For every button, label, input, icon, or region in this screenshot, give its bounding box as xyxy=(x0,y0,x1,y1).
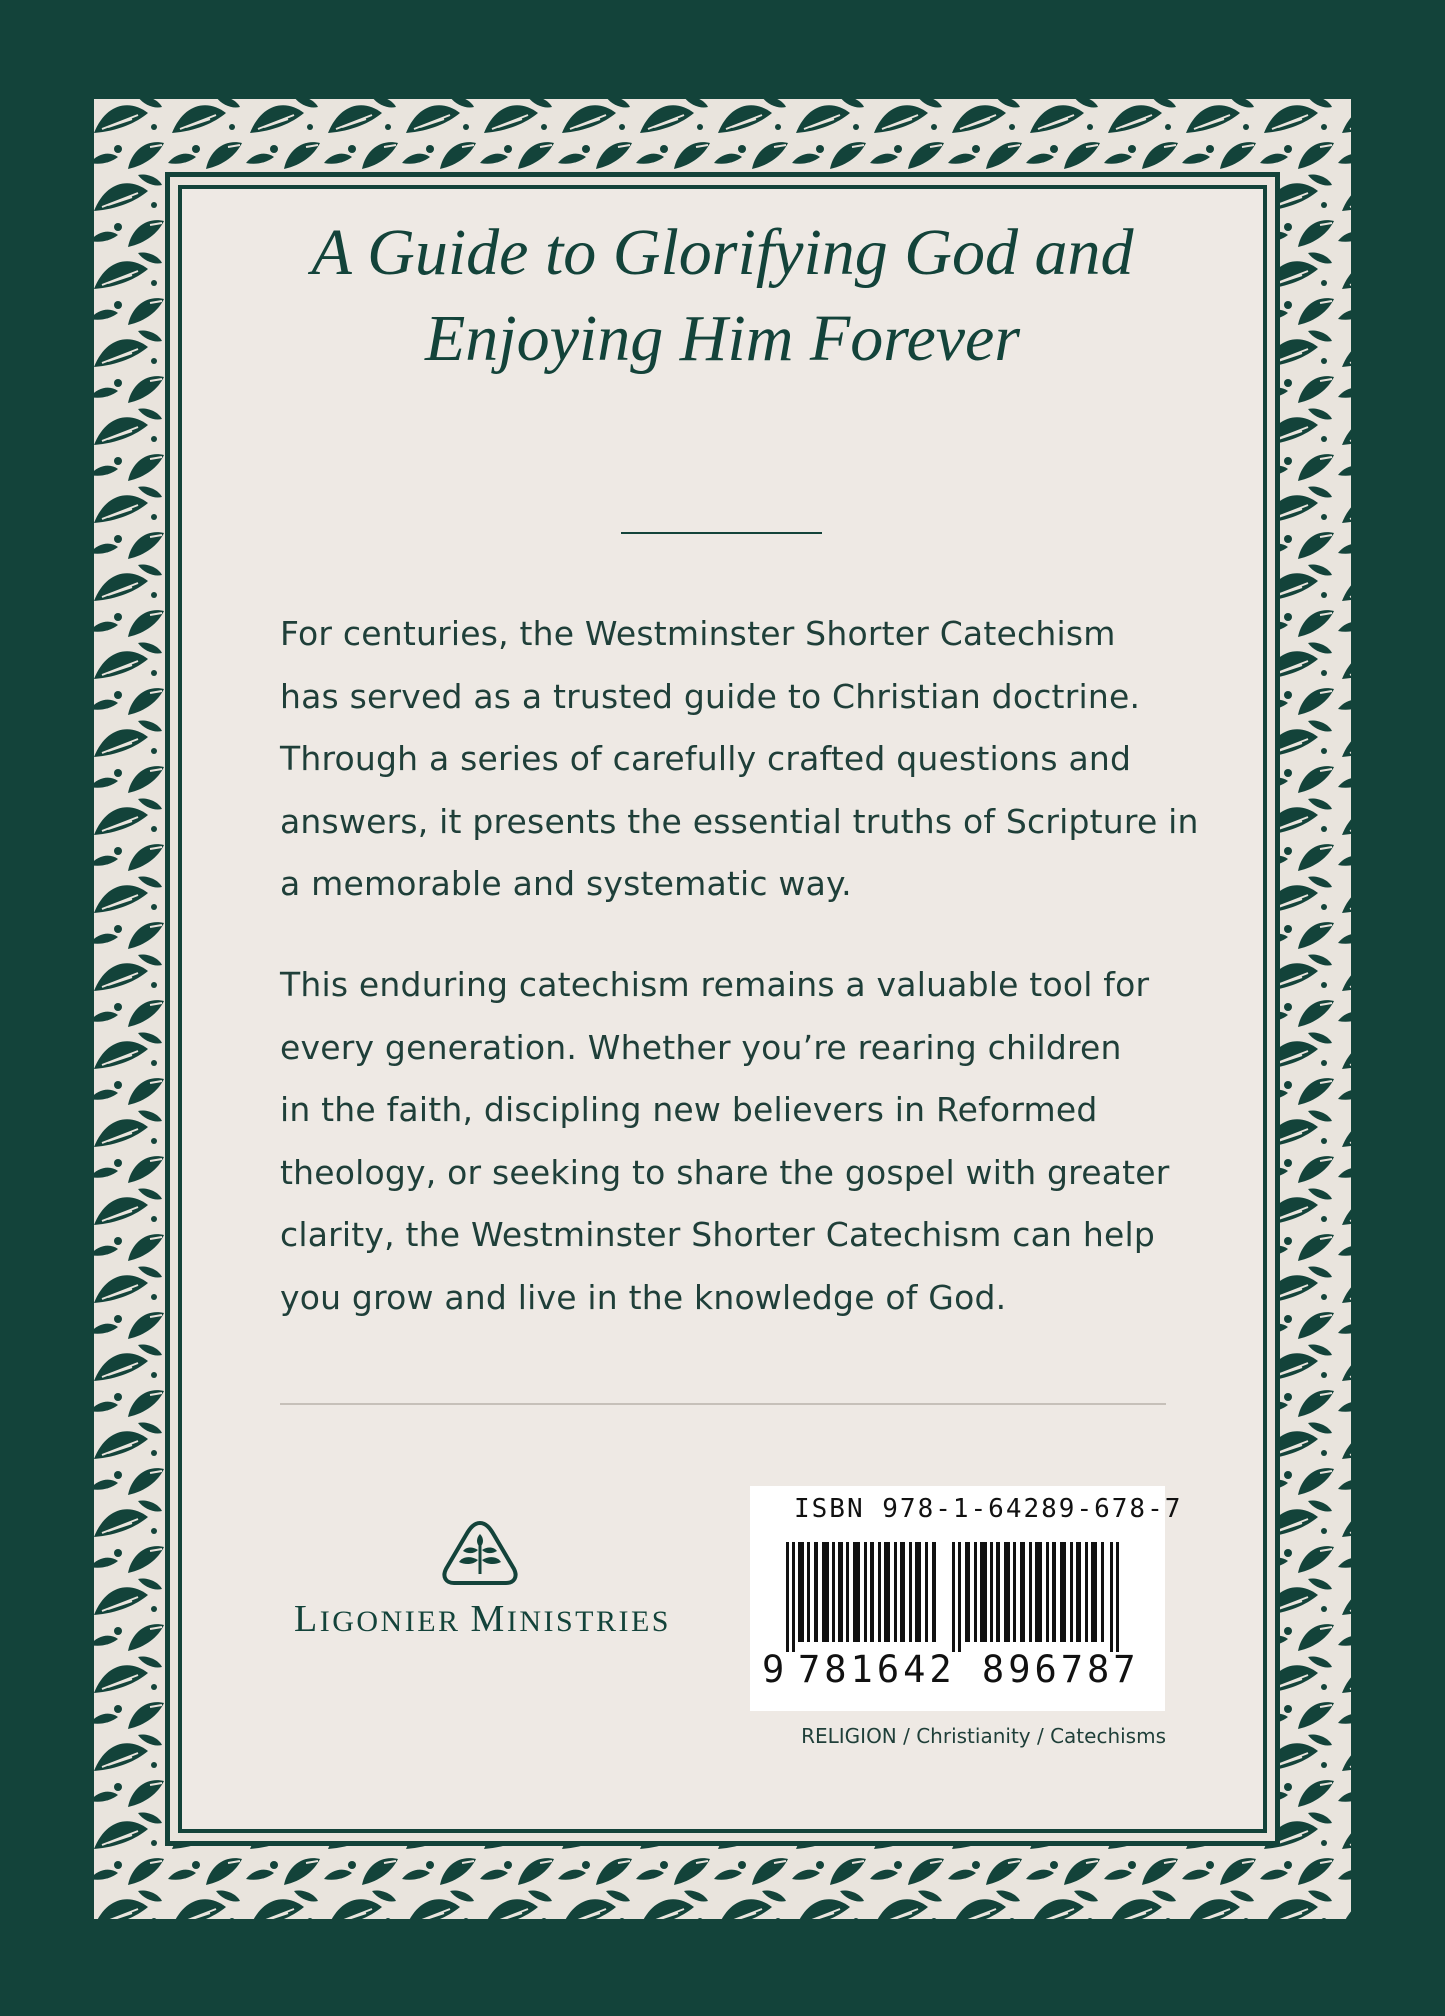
paragraph-line: answers, it presents the essential truths of Scripture in xyxy=(280,801,1199,841)
paragraph-line: a memorable and systematic way. xyxy=(280,864,852,903)
section-divider xyxy=(280,1403,1166,1405)
publisher-initial: L xyxy=(294,1598,320,1640)
paragraph-line: every generation. Whether you’re rearing children xyxy=(280,1027,1122,1067)
publisher-word: IGONIER xyxy=(319,1605,461,1638)
paragraph-line: For centuries, the Westminster Shorter Catechism xyxy=(280,614,1116,653)
description-paragraph-1 xyxy=(280,603,1199,916)
description-paragraph-2 xyxy=(280,954,1176,1329)
paragraph-line: theology, or seeking to share the gospel with greater xyxy=(280,1152,1170,1192)
isbn-label: ISBN 978-1-64289-678-7 xyxy=(794,1494,1183,1524)
publisher-word: INISTRIES xyxy=(506,1605,671,1638)
paragraph-line: Through a series of carefully crafted questions and xyxy=(280,739,1132,778)
ean-first-digit: 9 xyxy=(762,1648,785,1691)
title-line: Enjoying Him Forever xyxy=(424,302,1021,375)
paragraph-line: clarity, the Westminster Shorter Catechism can help xyxy=(280,1215,1155,1254)
publisher-initial: M xyxy=(470,1598,507,1640)
barcode-block xyxy=(750,1486,1183,1711)
ean-digits: 781642 896787 xyxy=(798,1648,1140,1691)
barcode-icon xyxy=(784,1542,1134,1652)
paragraph-line: in the faith, discipling new believers in Reformed xyxy=(280,1090,1098,1129)
paragraph-line: has served as a trusted guide to Christian doctrine. xyxy=(280,676,1141,716)
title-divider xyxy=(621,532,822,534)
paragraph-line: This enduring catechism remains a valuable tool for xyxy=(280,965,1150,1004)
paragraph-line: you grow and live in the knowledge of God. xyxy=(280,1277,1007,1317)
publisher-name xyxy=(280,1597,685,1641)
title-line: A Guide to Glorifying God and xyxy=(311,216,1134,289)
cover-title xyxy=(0,210,1445,382)
ligonier-tree-logo-icon xyxy=(440,1520,520,1586)
bisac-category: RELIGION / Christianity / Catechisms xyxy=(801,1724,1166,1748)
